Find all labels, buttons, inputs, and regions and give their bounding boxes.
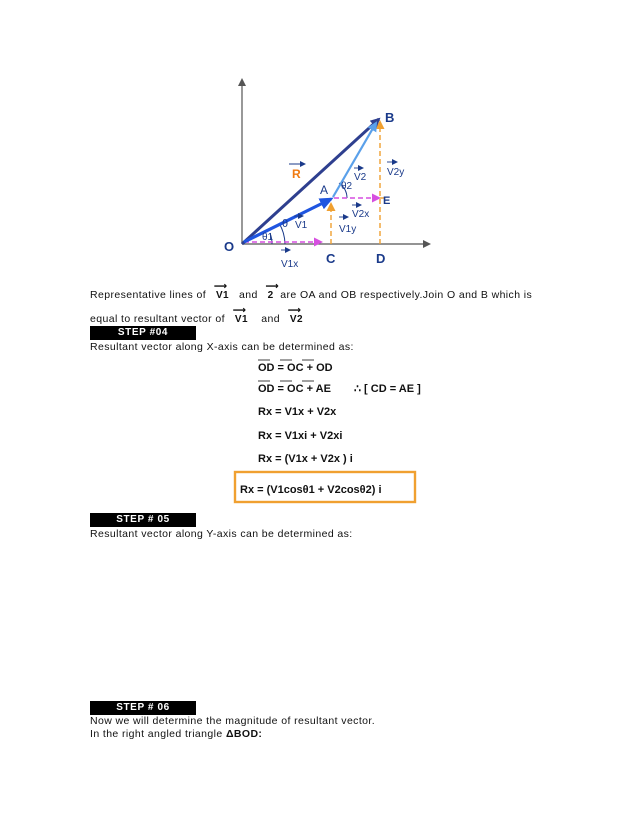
- v1-symbol: ⟶ V1: [213, 281, 230, 301]
- label-v2y: V2y: [387, 167, 405, 178]
- label-e: E: [383, 195, 391, 207]
- vector-diagram: [215, 70, 445, 275]
- para-and: and: [238, 289, 258, 301]
- step-05-text: Resultant vector along Y-axis can be determined as:: [90, 528, 353, 540]
- triangle-bod: ΔBOD:: [225, 728, 263, 740]
- step-06-text-2-pre: In the right angled triangle: [90, 728, 223, 740]
- label-v2: V2: [354, 172, 367, 183]
- step-05-header: STEP # 05: [90, 513, 196, 527]
- para-and-2: and: [261, 313, 280, 325]
- label-r: R: [292, 167, 301, 181]
- step-06-text-2: [90, 728, 262, 740]
- label-c: C: [326, 251, 336, 266]
- v2-symbol: ⟶ 2: [265, 281, 279, 301]
- label-v1x: V1x: [281, 259, 299, 270]
- v2-vector: [333, 123, 376, 197]
- label-d: D: [376, 251, 386, 266]
- label-b: B: [385, 110, 395, 125]
- v2-symbol-b: ⟶ V2: [287, 305, 303, 325]
- step-04-header: STEP #04: [90, 326, 196, 340]
- v1-symbol-b: ⟶ V1: [232, 305, 248, 325]
- equation-2-note: ∴ [ CD = AE ]: [354, 383, 421, 395]
- label-theta2: θ2: [341, 181, 353, 192]
- step-06-text-1: Now we will determine the magnitude of resultant vector.: [90, 715, 376, 727]
- para-text-3: equal to resultant vector of: [90, 313, 225, 325]
- para-text-2: are OA and OB respectively.Join O and B which is: [280, 289, 533, 301]
- para-text: Representative lines of: [90, 289, 207, 301]
- paragraph-line-1: [90, 281, 533, 301]
- paragraph-line-2: [90, 305, 303, 325]
- label-theta: θ: [282, 218, 289, 230]
- equation-5: Rx = (V1x + V2x ) i: [258, 453, 353, 465]
- label-v1: V1: [295, 220, 308, 231]
- label-v2x: V2x: [352, 209, 370, 220]
- label-o: O: [224, 239, 235, 254]
- label-v1y: V1y: [339, 224, 357, 235]
- step-06-header: STEP # 06: [90, 701, 196, 715]
- equation-6: Rx = (V1cosθ1 + V2cosθ2) i: [240, 484, 382, 496]
- x-equations: [228, 355, 428, 520]
- label-theta1: θ1: [262, 232, 274, 243]
- label-a: A: [320, 183, 329, 197]
- equation-1: OD = OC + OD: [258, 362, 333, 374]
- equation-3: Rx = V1x + V2x: [258, 406, 337, 418]
- equation-4: Rx = V1xi + V2xi: [258, 430, 343, 442]
- equation-2: OD = OC + AE: [258, 383, 331, 395]
- step-04-text: Resultant vector along X-axis can be determined as:: [90, 341, 354, 353]
